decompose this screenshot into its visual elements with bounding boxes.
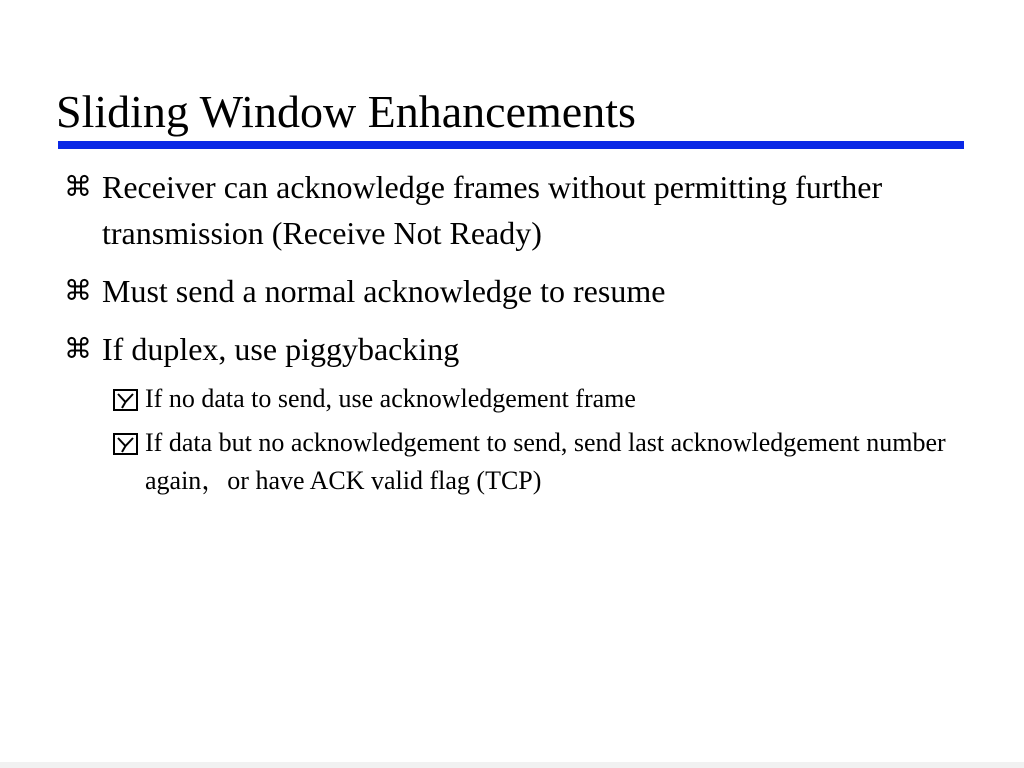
sub-bullet-text: If no data to send, use acknowledgement frame [145,384,636,413]
bullet-item [64,326,964,372]
checkbox-y-icon [113,389,138,411]
bullet-text: If duplex, use piggybacking [102,331,460,367]
sub-bullet-text: If data but no acknowledgement to send, send last acknowledgement number again，or have ACK valid flag (TCP) [145,428,946,495]
command-icon: ⌘ [64,274,92,307]
command-icon: ⌘ [64,170,92,203]
bullet-text: Must send a normal acknowledge to resume [102,273,666,309]
sub-bullet-item [113,380,964,418]
command-icon: ⌘ [64,332,92,365]
bullet-list [64,164,964,510]
title-underline [58,141,964,149]
sub-bullet-item [113,424,964,500]
bullet-item [64,164,964,256]
checkbox-y-icon [113,433,138,455]
bullet-item [64,268,964,314]
footer-band [0,762,1024,768]
bullet-text: Receiver can acknowledge frames without permitting further transmission (Receive Not Ready) [102,169,883,251]
slide-title: Sliding Window Enhancements [56,86,636,137]
